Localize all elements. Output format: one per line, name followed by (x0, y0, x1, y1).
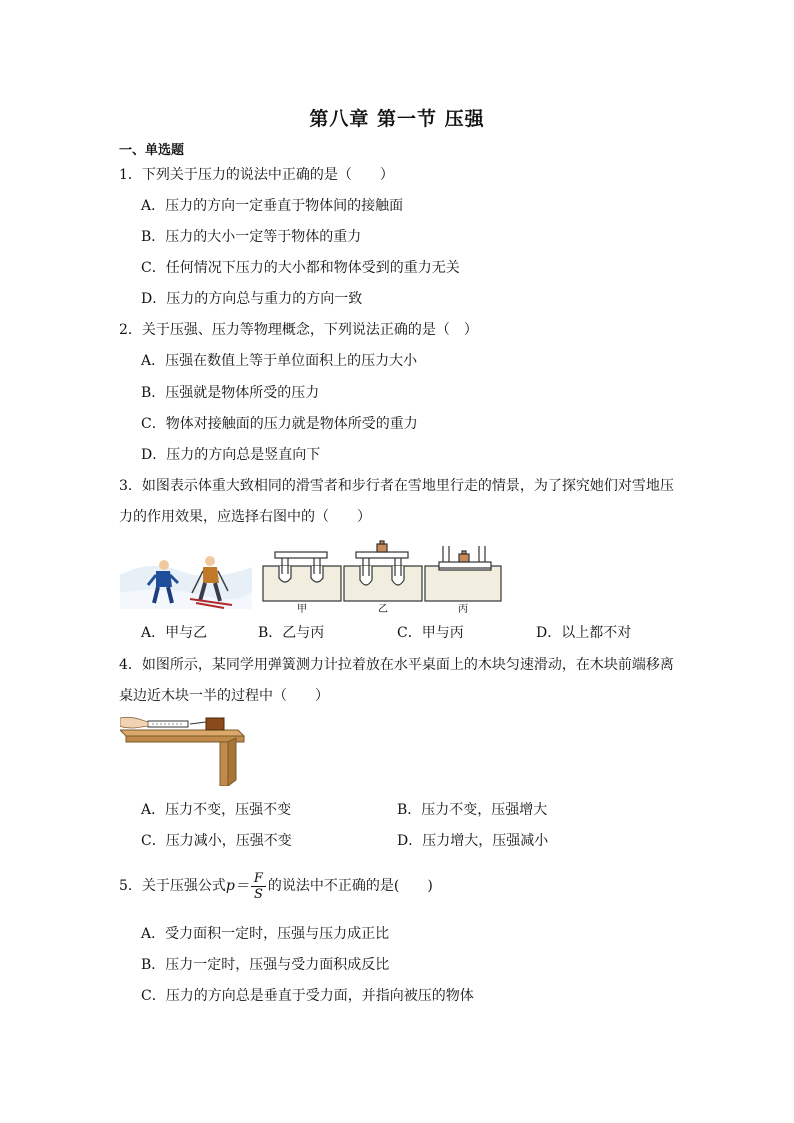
label-jia: 甲 (297, 604, 307, 615)
question-2-option-c[interactable]: C．物体对接触面的压力就是物体所受的重力 (141, 416, 418, 432)
question-2-stem: 2．关于压强、压力等物理概念，下列说法正确的是（ ） (119, 322, 478, 338)
question-4-option-a[interactable]: A．压力不变，压强不变 (141, 802, 292, 818)
question-2-option-b[interactable]: B．压强就是物体所受的压力 (141, 385, 320, 401)
question-5-option-c[interactable]: C．压力的方向总是垂直于受力面，并指向被压的物体 (141, 988, 474, 1004)
panel-yi (344, 541, 422, 601)
question-5-stem-suffix: 的说法中不正确的是( ) (267, 878, 433, 894)
formula-denominator: S (253, 886, 263, 902)
formula-fraction (251, 871, 266, 902)
question-5-option-a[interactable]: A．受力面积一定时，压强与压力成正比 (141, 926, 390, 942)
section-heading: 一、单选题 (119, 143, 185, 158)
question-4-option-b[interactable]: B．压力不变，压强增大 (397, 802, 548, 818)
question-4-option-c[interactable]: C．压力减小，压强不变 (141, 833, 292, 849)
question-3-stem-line-1: 3．如图表示体重大致相同的滑雪者和步行者在雪地里行走的情景，为了探究她们对雪地压 (119, 478, 674, 494)
question-5-stem (119, 868, 433, 904)
question-3-option-a[interactable]: A．甲与乙 (141, 625, 208, 641)
spring-scale-table-illustration (120, 712, 248, 786)
label-bing: 丙 (458, 604, 468, 615)
formula-lhs: p＝ (225, 878, 249, 894)
page-title: 第八章 第一节 压强 (309, 108, 485, 130)
question-5-option-b[interactable]: B．压力一定时，压强与受力面积成反比 (141, 957, 390, 973)
formula-numerator: F (251, 871, 266, 887)
question-3-option-d[interactable]: D．以上都不对 (536, 625, 632, 641)
question-3-option-b[interactable]: B．乙与丙 (258, 625, 325, 641)
question-3-stem-line-2: 力的作用效果，应选择右图中的（ ） (119, 509, 371, 525)
panel-jia (263, 552, 341, 601)
skier-walker-illustration (120, 545, 252, 609)
question-4-option-d[interactable]: D．压力增大，压强减小 (397, 833, 549, 849)
question-1-option-c[interactable]: C．任何情况下压力的大小都和物体受到的重力无关 (141, 260, 460, 276)
question-5-stem-prefix: 5．关于压强公式 (119, 878, 226, 894)
question-3-option-c[interactable]: C．甲与丙 (397, 625, 464, 641)
question-2-option-a[interactable]: A．压强在数值上等于单位面积上的压力大小 (141, 353, 418, 369)
question-4-stem-line-1: 4．如图所示，某同学用弹簧测力计拉着放在水平桌面上的木块匀速滑动，在木块前端移离 (119, 657, 674, 673)
question-1-option-d[interactable]: D．压力的方向总与重力的方向一致 (141, 291, 363, 307)
question-1-option-a[interactable]: A．压力的方向一定垂直于物体间的接触面 (141, 198, 404, 214)
label-yi: 乙 (378, 604, 388, 615)
question-1-stem: 1．下列关于压力的说法中正确的是（ ） (119, 167, 394, 183)
question-2-option-d[interactable]: D．压力的方向总是竖直向下 (141, 447, 321, 463)
question-1-option-b[interactable]: B．压力的大小一定等于物体的重力 (141, 229, 362, 245)
pressure-experiment-diagram (261, 540, 503, 616)
question-4-stem-line-2: 桌边近木块一半的过程中（ ） (119, 688, 329, 704)
panel-bing (425, 546, 501, 601)
